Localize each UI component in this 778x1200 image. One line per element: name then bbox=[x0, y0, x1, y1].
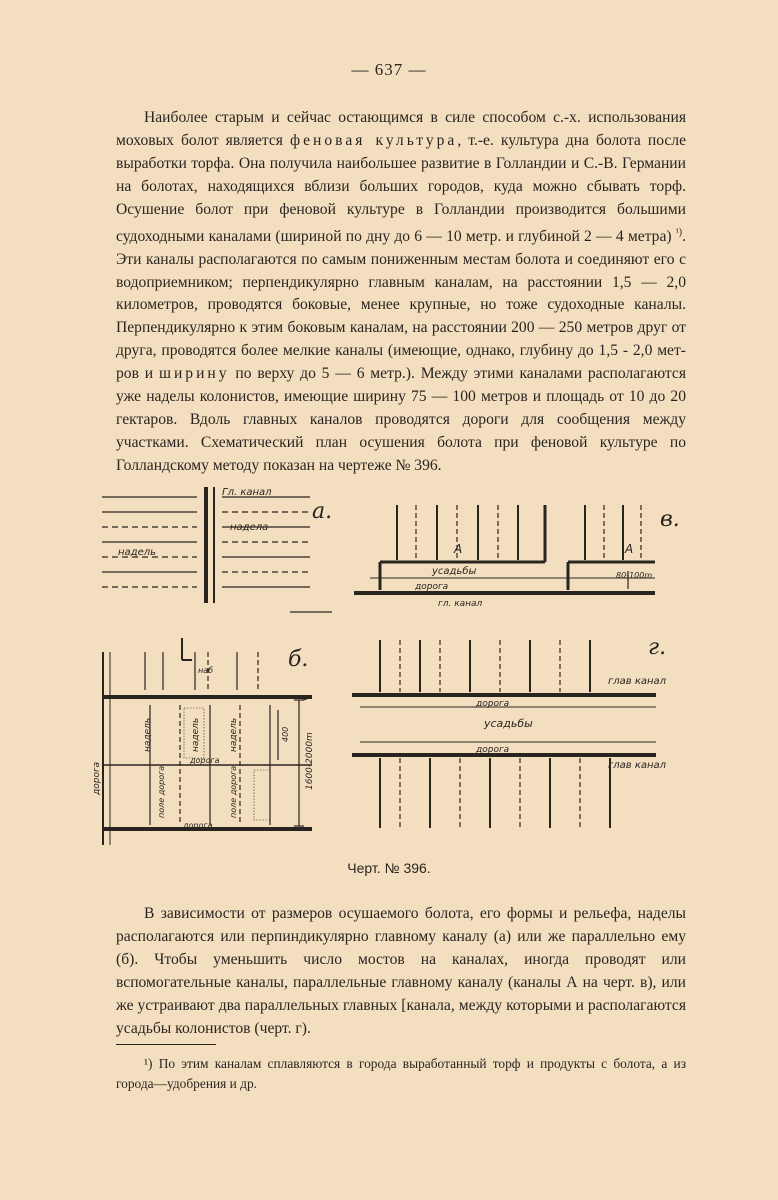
label-v-main-canal: гл. канал bbox=[438, 599, 483, 609]
label-b-field1: поле дорога bbox=[157, 765, 166, 818]
label-b-letter: б. bbox=[288, 647, 309, 672]
footnote-ref[interactable]: ¹) bbox=[675, 226, 683, 238]
footnote bbox=[116, 1054, 686, 1094]
label-a-plot-right: надела bbox=[230, 522, 269, 533]
label-b-dim: 1600-2000m bbox=[305, 732, 315, 790]
paragraph-1: Наиболее старым и сейчас остающимся в силе способом с.-х. использования моховых болот является феновая культура, т.-е. культура дна болота после выработки торфа. Она получила наибольшее развитие в Голландии и С.-В. Германии на болотах, находящихся вблизи больших городов, куда можно сбывать торф. Осушение болот при феновой культуре в Голландии производится большими судоходными каналами (шириной по дну до 6 — 10 метр. и глубиной 2 — 4 метра) $^{^1)}$. Эти каналы располагаются по самым пониженным местам болота и соединяют его с водоприемником; перпендикулярно главным каналам, на расстоянии 1,5 — 2,0 километров, проводятся боковые, менее крупные, но тоже судоходные каналы. Перпендикулярно к этим боковым каналам, на расстоянии 200 — 250 метров друг от друга, проводятся более мелкие каналы (имеющие, однако, глубину до 1,5 - 2,0 метров и ширину по верху до 5 — 6 метр.). Между этими каналами располагаются уже наделы колонистов, имеющие ширину 75 — 100 метров и площадь от 10 до 20 гектаров. Вдоль главных каналов проводятся дороги для сообщения между участками. Схематический план осушения болота при феновой культуре по Голландскому методу показан на чертеже № 396. bbox=[116, 109, 687, 474]
label-b-road-mid: дорога bbox=[190, 756, 220, 765]
label-b-road-bottom: дорога bbox=[183, 821, 213, 830]
footnote-divider bbox=[116, 1044, 216, 1045]
label-v-canal-a2: А bbox=[625, 542, 634, 556]
label-g-letter: г. bbox=[648, 635, 667, 660]
footnote-text: По этим каналам сплавляются в города выработанный торф и продукты с болота, а из города—удобрения и др. bbox=[116, 1056, 686, 1091]
label-b-plot3: надель bbox=[229, 717, 239, 752]
label-b-road-v: дорога bbox=[92, 761, 102, 795]
label-v-canal-a1: А bbox=[454, 542, 463, 556]
label-b-small: наб bbox=[198, 666, 214, 675]
label-v-letter: в. bbox=[660, 507, 680, 532]
label-g-road2: дорога bbox=[476, 745, 510, 755]
label-g-road1: дорога bbox=[476, 699, 510, 709]
diagram-v bbox=[354, 505, 655, 593]
label-b-field2: поле дорога bbox=[229, 765, 238, 818]
label-g-estates: усадьбы bbox=[484, 717, 533, 730]
label-v-dist: 80-100m bbox=[616, 571, 653, 580]
label-g-canal2: глав канал bbox=[608, 760, 667, 771]
figure-caption: Черт. № 396. bbox=[347, 860, 431, 876]
label-b-dim-small: 400 bbox=[281, 726, 290, 742]
label-g-canal1: глав канал bbox=[608, 676, 667, 687]
label-v-road: дорога bbox=[415, 582, 449, 592]
paragraph-2: В зависимости от размеров осушаемого болота, его формы и рельефа, наделы располагаются или перпиндикулярно главному каналу (а) или же параллельно ему (б). Чтобы уменьшить число мостов на каналах, иногда проводят или вспомогательные каналы, параллельные главному каналу (каналы А на черт. в), или же устраивают два параллельных главных [канала, между которыми и располагаются усадьбы колонистов (черт. г). bbox=[116, 905, 686, 1037]
label-a-main-canal: Гл. канал bbox=[222, 487, 272, 498]
label-v-estates: усадьбы bbox=[432, 566, 477, 577]
label-b-plot1: надель bbox=[143, 717, 153, 752]
diagram-g bbox=[352, 640, 656, 828]
page-number: — 637 — bbox=[351, 60, 427, 79]
label-a-plot-left: надель bbox=[118, 547, 157, 558]
footnote-mark: ¹) bbox=[144, 1056, 153, 1071]
label-b-plot2: надель bbox=[191, 717, 201, 752]
label-a-letter: а. bbox=[312, 499, 333, 524]
